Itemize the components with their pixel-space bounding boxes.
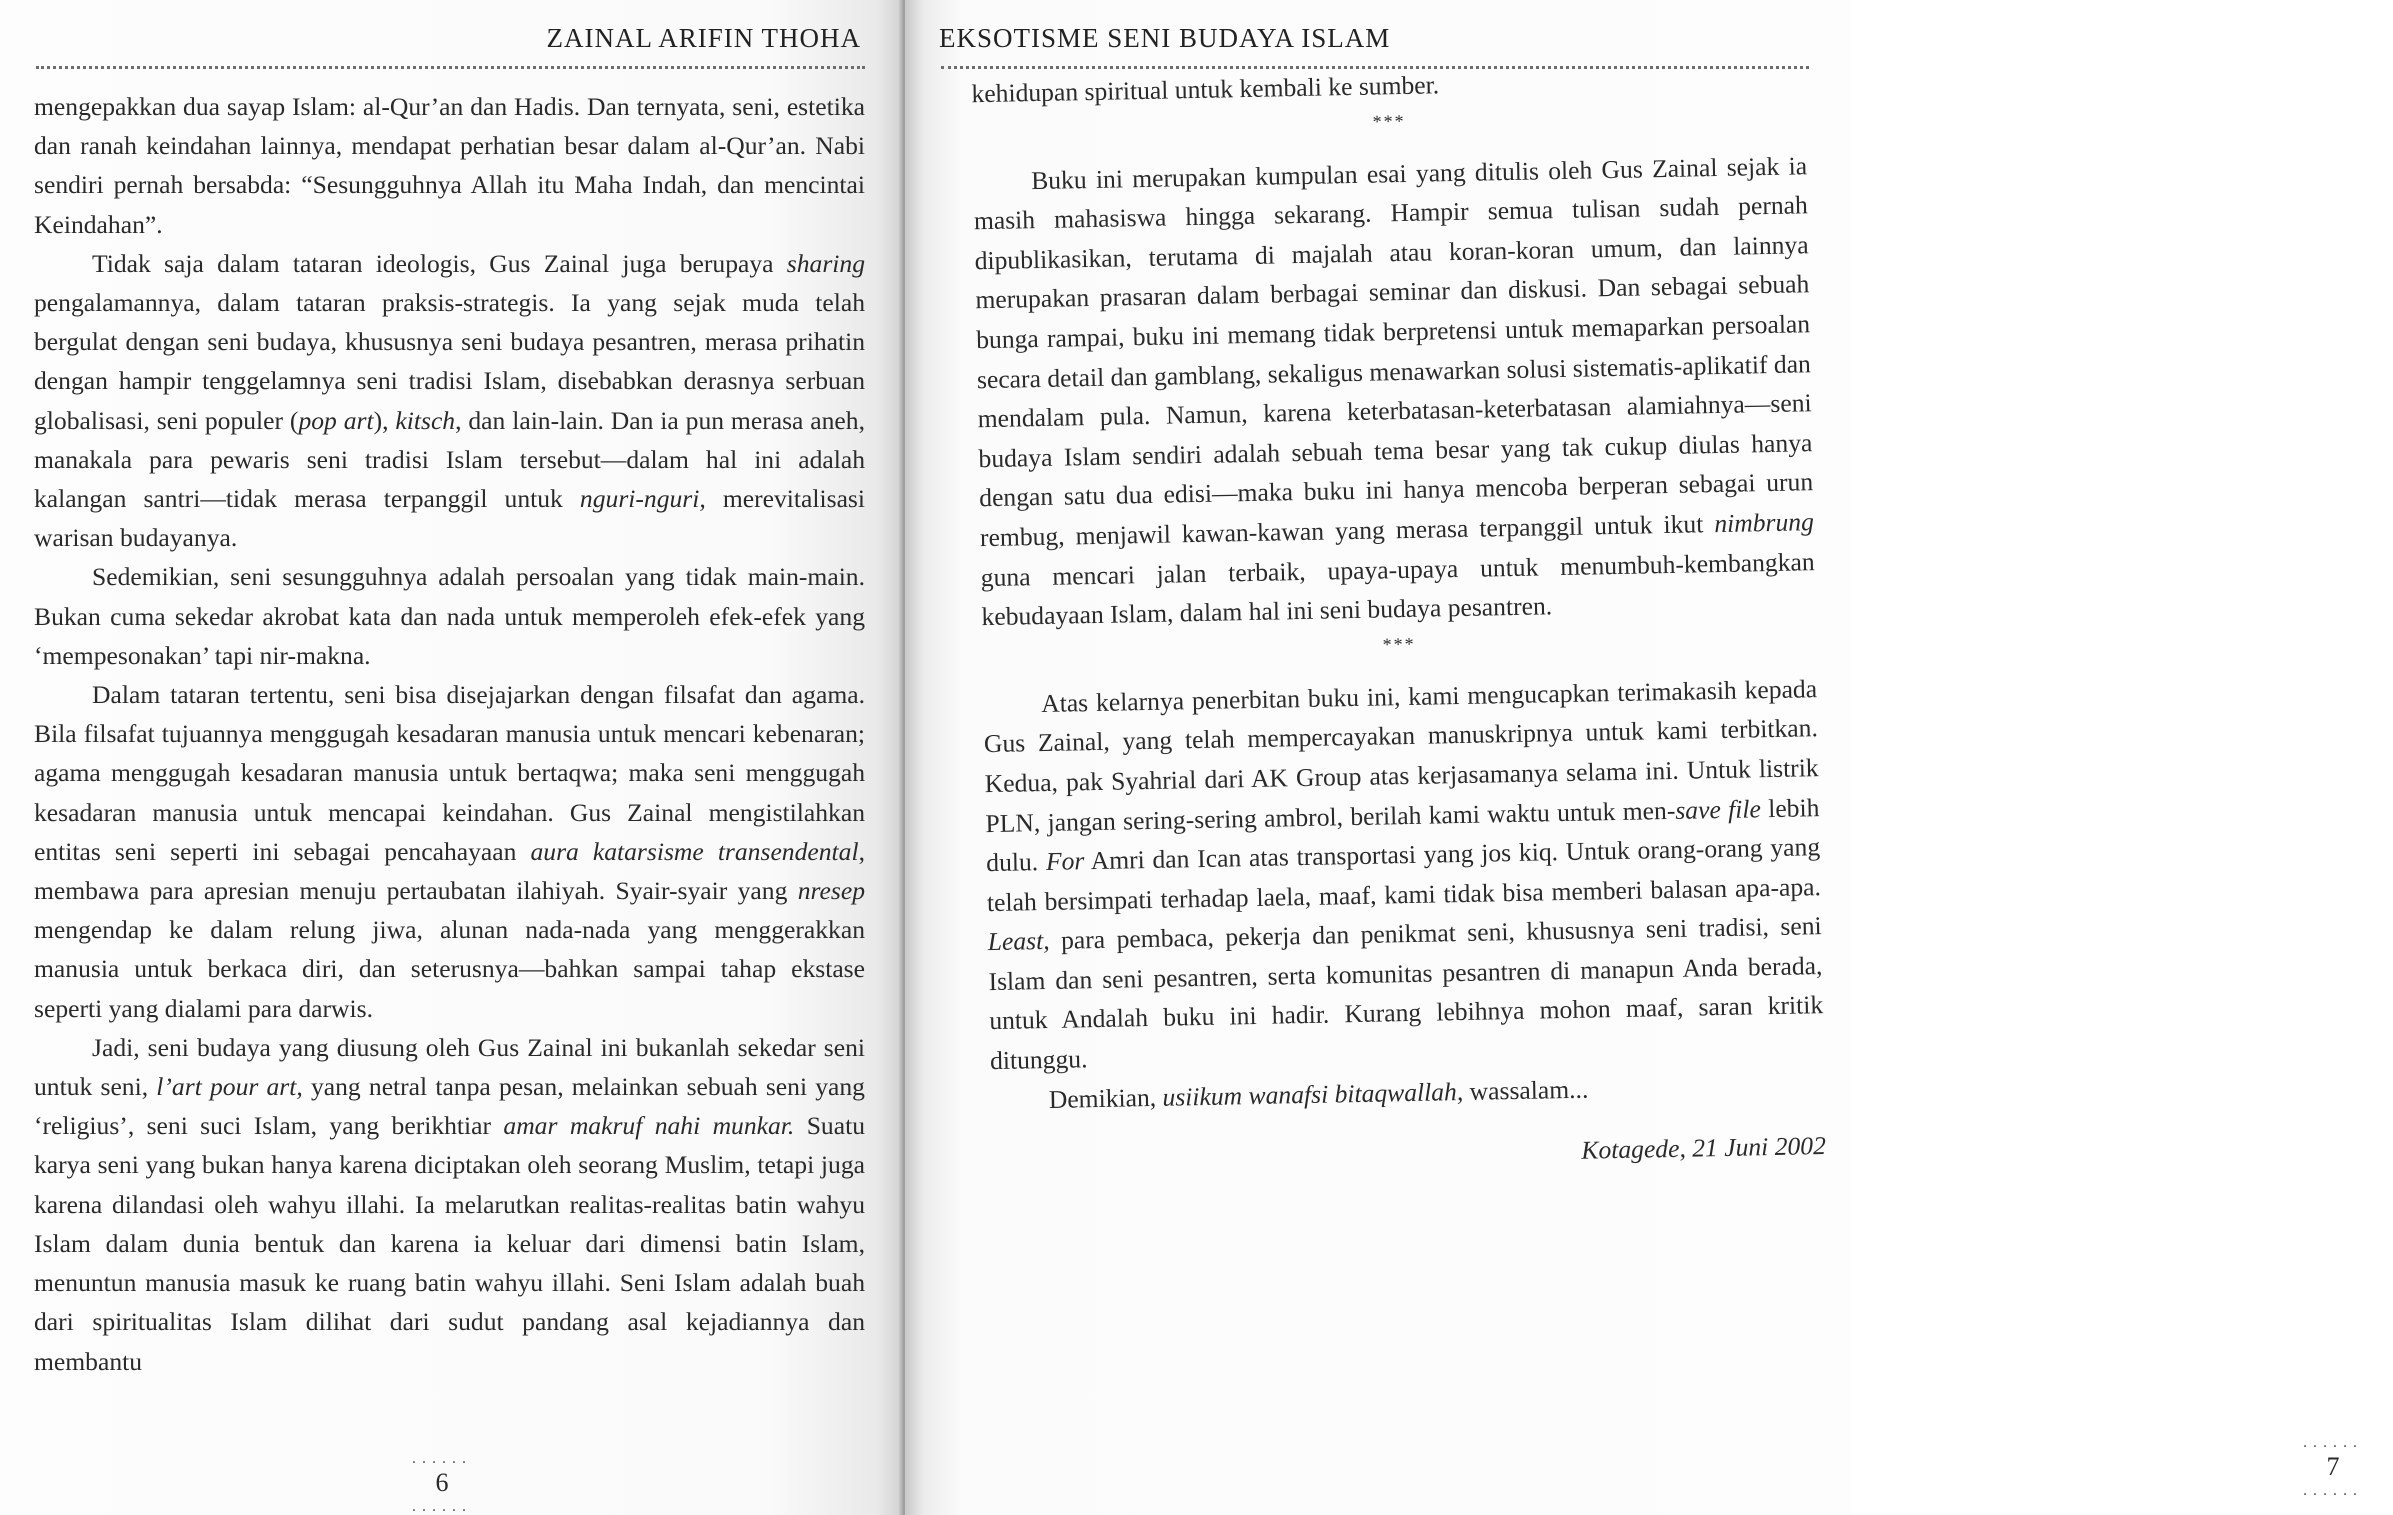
italic-term: aura katarsisme transendental bbox=[530, 836, 859, 866]
left-paragraph-4: Dalam tataran tertentu, seni bisa disejajarkan dengan filsafat dan agama. Bila filsafat tujuannya menggugah kesadaran manusia untuk mencari kebenaran; agama menggugah kesadaran manusia untuk bertaqwa; maka seni menggugah kesadaran manusia untuk mencapai keindahan. Gus Zainal mengistilahkan entitas seni seperti ini sebagai pencahayaan aura katarsisme transendental, membawa para apresian menuju pertaubatan ilahiyah. Syair-syair yang nresep mengendap ke dalam relung jiwa, alunan nada-nada yang menggerakkan manusia untuk berkaca diri, dan seterusnya—bahkan sampai tahap ekstase seperti yang dialami para darwis. bbox=[34, 680, 865, 1023]
right-paragraph-4: Demikian, usiikum wanafsi bitaqwallah, wassalam... bbox=[1048, 1074, 1589, 1114]
left-page-body bbox=[22, 69, 873, 1381]
italic-term: nimbrung bbox=[1714, 507, 1815, 539]
left-paragraph-5: Jadi, seni budaya yang diusung oleh Gus Zainal ini bukanlah sekedar seni untuk seni, l’art pour art, yang netral tanpa pesan, melainkan sebuah seni yang ‘religius’, seni suci Islam, yang berikhtiar amar makruf nahi munkar. Suatu karya seni yang bukan hanya karena diciptakan oleh seorang Muslim, tetapi juga karena dilandasi oleh wahyu illahi. Ia melarutkan realitas-realitas batin wahyu Islam dalam dunia bentuk dan karena ia keluar dari dimensi batin Islam, menuntun manusia masuk ke ruang batin wahyu illahi. Seni Islam adalah buah dari spiritualitas Islam dilihat dari sudut pandang asal kejadiannya dan membantu bbox=[34, 1032, 865, 1376]
italic-term: Least, bbox=[987, 926, 1050, 957]
left-paragraph-1: mengepakkan dua sayap Islam: al-Qur’an dan Hadis. Dan ternyata, seni, estetika dan ranah keindahan lainnya, mendapat perhatian besar dalam al-Qur’an. Nabi sendiri pernah bersabda: “Sesungguhnya Allah itu Maha Indah, dan mencintai Keindahan”. bbox=[34, 92, 865, 239]
right-paragraph-3: Atas kelarnya penerbitan buku ini, kami mengucapkan terimakasih kepada Gus Zainal, yang telah mempercayakan manuskripnya untuk kami terbitkan. Kedua, pak Syahrial dari AK Group atas kerjasamanya selama ini. Untuk listrik PLN, jangan sering-sering ambrol, berilah kami waktu untuk men-save file lebih dulu. For Amri dan Ican atas transportasi yang jos kiq. Untuk orang-orang yang telah bersimpati terhadap laela, maaf, kami tidak bisa memberi balasan apa-apa. Least, para pembaca, pekerja dan penikmat seni, khususnya seni tradisi, seni Islam dan seni pesantren, serta komunitas pesantren di manapun Anda berada, untuk Andalah buku ini hadir. Kurang lebihnya mohon maaf, saran kritik ditunggu. bbox=[983, 673, 1824, 1076]
right-paragraph-1: kehidupan spiritual untuk kembali ke sumber. bbox=[971, 70, 1440, 109]
folio-dots-top: ...... bbox=[412, 1450, 472, 1467]
section-separator: *** bbox=[1382, 633, 1416, 655]
left-paragraph-3: Sedemikian, seni sesungguhnya adalah persoalan yang tidak main-main. Bukan cuma sekedar akrobat kata dan nada untuk memperoleh efek-efek yang ‘mempesonakan’ tapi nir-makna. bbox=[34, 562, 865, 670]
page-number: 6 bbox=[435, 1468, 449, 1497]
section-separator: *** bbox=[1372, 110, 1406, 132]
italic-term: nguri-nguri, bbox=[579, 484, 706, 514]
left-paragraph-2: Tidak saja dalam tataran ideologis, Gus Zainal juga berupaya sharing pengalamannya, dalam tataran praksis-strategis. Ia yang sejak muda telah bergulat dengan seni budaya, khususnya seni budaya pesantren, merasa prihatin dengan hampir tenggelamnya seni tradisi Islam, disebabkan derasnya serbuan globalisasi, seni populer (pop art), kitsch, dan lain-lain. Dan ia pun merasa aneh, manakala para pewaris seni tradisi Islam tersebut—dalam hal ini adalah kalangan santri—tidak merasa terpanggil untuk nguri-nguri, merevitalisasi warisan budayanya. bbox=[34, 248, 865, 553]
left-page bbox=[0, 0, 905, 1515]
italic-term: usiikum wanafsi bitaqwallah, bbox=[1162, 1076, 1464, 1112]
page-number-right bbox=[2273, 1436, 2393, 1498]
folio-dots-top: ...... bbox=[2303, 1434, 2363, 1451]
italic-term: kitsch bbox=[395, 405, 456, 435]
italic-term: sharing bbox=[786, 248, 865, 278]
page-number-left bbox=[382, 1452, 502, 1514]
right-paragraph-2: Buku ini merupakan kumpulan esai yang ditulis oleh Gus Zainal sejak ia masih mahasiswa hingga sekarang. Hampir semua tulisan sudah pernah dipublikasikan, terutama di majalah atau koran-koran umum, dan lainnya merupakan prasaran dalam berbagai seminar dan diskusi. Dan sebagai sebuah bunga rampai, buku ini memang tidak berpretensi untuk memaparkan persoalan secara detail dan gamblang, sekaligus menawarkan solusi sistematis-aplikatif dan mendalam pula. Namun, karena keterbatasan-keterbatasan alamiahnya—seni budaya Islam sendiri adalah sebuah tema besar yang tak cukup diulas hanya dengan satu dua edisi—maka buku ini hanya mencoba berperan sebagai urun rembug, menjawil kawan-kawan yang merasa terpanggil untuk ikut nimbrung guna mencari jalan terbaik, upaya-upaya untuk menumbuh-kembangkan kebudayaan Islam, dalam hal ini seni budaya pesantren. bbox=[973, 150, 1815, 632]
right-page bbox=[905, 0, 2363, 1515]
folio-dots-bottom: ...... bbox=[412, 1498, 472, 1515]
italic-term: pop art bbox=[298, 405, 374, 435]
italic-term: For bbox=[1045, 846, 1085, 877]
signature-place-date: Kotagede, 21 Juni 2002 bbox=[1581, 1131, 1827, 1165]
italic-term: amar makruf nahi munkar. bbox=[503, 1111, 795, 1141]
running-head-left: ZAINAL ARIFIN THOHA bbox=[546, 23, 861, 53]
right-page-body bbox=[933, 51, 1872, 1182]
folio-dots-bottom: ...... bbox=[2303, 1482, 2363, 1499]
italic-term: save file bbox=[1675, 793, 1762, 825]
italic-term: nresep bbox=[797, 876, 865, 906]
italic-term: l’art pour art, bbox=[156, 1072, 303, 1102]
running-head-right: EKSOTISME SENI BUDAYA ISLAM bbox=[939, 23, 1391, 53]
page-number: 7 bbox=[2326, 1452, 2340, 1481]
